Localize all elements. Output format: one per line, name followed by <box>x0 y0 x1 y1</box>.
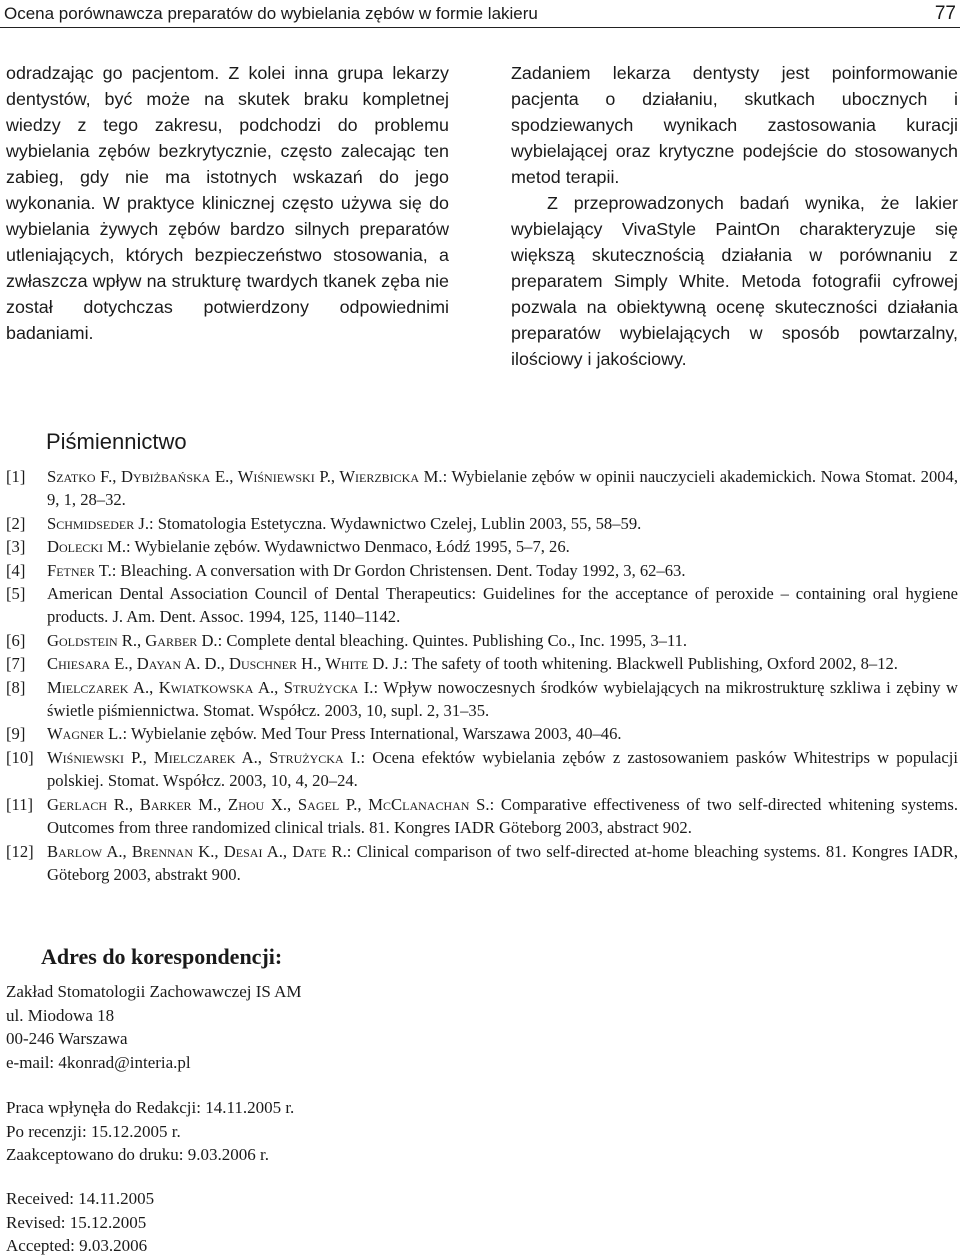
reference-authors: Mielczarek A., Kwiatkowska A., Strużycka I. <box>47 677 374 697</box>
reference-item <box>6 465 958 512</box>
reference-item <box>6 746 958 793</box>
references-heading: Piśmiennictwo <box>46 429 187 454</box>
correspondence-address <box>6 980 606 1074</box>
reference-authors: Goldstein R., Garber D. <box>47 630 218 650</box>
reference-item <box>6 559 958 582</box>
right-paragraph-2: Z przeprowadzonych badań wynika, że lakier wybielający VivaStyle PaintOn charakteryzuje się większą skutecznością działania w porównaniu z preparatem Simply White. Metoda fotografii cyfrowej pozwala na obiektywną ocenę skuteczności działania preparatów wybielających w sposób powtarzalny, ilościowy i jakościowy. <box>511 193 958 369</box>
right-paragraph-1: Zadaniem lekarza dentysty jest poinformowanie pacjenta o działaniu, skutkach ubocznych i spodziewanych wynikach zastosowania kuracji wybielającej oraz krytyczne podejście do stosowanych metod terapii. <box>511 63 958 187</box>
reference-number: [4] <box>6 560 26 580</box>
reference-authors: Wagner L. <box>47 724 123 744</box>
reference-text: : Wybielanie zębów w opinii nauczycieli akademickich. Nowa Stomat. 2004, 9, 1, 28–32. <box>47 467 959 510</box>
accepted-date-en: Accepted: 9.03.2006 <box>6 1236 148 1256</box>
reference-number: [12] <box>6 841 34 861</box>
dates-polish <box>6 1096 606 1167</box>
reference-authors: Gerlach R., Barker M., Zhou X., Sagel P., McClanachan S. <box>47 794 490 814</box>
reference-number: [1] <box>6 467 26 486</box>
reference-number: [9] <box>6 724 26 744</box>
reference-text: : Comparative effectiveness of two self-directed whitening systems. Outcomes from three randomized clinical trials. 81. Kongres IADR Göteborg 2003, abstract 902. <box>47 794 958 838</box>
reference-number: [7] <box>6 654 26 674</box>
revised-date-en: Revised: 15.12.2005 <box>6 1212 147 1232</box>
reference-text: : Bleaching. A conversation with Dr Gordon Christensen. Dent. Today 1992, 3, 62–63. <box>111 560 686 580</box>
reference-number: [5] <box>6 584 26 604</box>
reference-number: [11] <box>6 794 34 814</box>
running-title: Ocena porównawcza preparatów do wybielania zębów w formie lakieru <box>4 4 538 23</box>
reference-text: : Wybielanie zębów. Wydawnictwo Denmaco, Łódź 1995, 5–7, 26. <box>126 537 570 557</box>
reference-item <box>6 652 958 675</box>
accepted-date-pl: Zaakceptowano do druku: 9.03.2006 r. <box>6 1145 269 1165</box>
reference-number: [3] <box>6 537 26 557</box>
dates-english <box>6 1187 606 1258</box>
reference-list <box>6 465 958 886</box>
reference-item <box>6 512 958 535</box>
reference-text: : The safety of tooth whitening. Blackwell Publishing, Oxford 2002, 8–12. <box>403 654 898 674</box>
reference-authors: Wiśniewski P., Mielczarek A., Strużycka I. <box>47 747 361 767</box>
reference-item <box>6 840 958 887</box>
reference-item <box>6 629 958 652</box>
received-date-pl: Praca wpłynęła do Redakcji: 14.11.2005 r. <box>6 1098 295 1117</box>
reference-authors: Szatko F., Dybiżbańska E., Wiśniewski P., Wierzbicka M. <box>47 467 443 486</box>
reference-text: : Wpływ nowoczesnych środków wybielających na mikrostrukturę szkliwa i zębiny w świetle piśmiennictwa. Stomat. Współcz. 2003, 10, supl. 2, 31–35. <box>47 677 958 721</box>
reference-number: [2] <box>6 513 26 533</box>
correspondence-heading: Adres do korespondencji: <box>41 944 283 969</box>
left-column-paragraph: odradzając go pacjentom. Z kolei inna grupa lekarzy dentystów, być może na skutek braku kompletnej wiedzy z tego zakresu, podchodzi do problemu wybielania zębów bezkrytycznie, często zalecając ten zabieg, gdy nie ma istotnych wskazań do jego wykonania. W praktyce klinicznej często używa się do wybielania żywych zębów bardzo silnych preparatów utleniających, których bezpieczeństwo stosowania, a zwłaszcza wpływ na strukturę twardych tkanek zęba nie został dotychczas potwierdzony odpowiednimi badaniami. <box>6 63 449 343</box>
reference-item <box>6 676 958 723</box>
right-column <box>511 60 958 372</box>
page-number: 77 <box>934 3 956 24</box>
running-header <box>0 0 960 28</box>
reference-text: : Stomatologia Estetyczna. Wydawnictwo Czelej, Lublin 2003, 55, 58–59. <box>149 513 642 533</box>
reference-authors: Schmidseder J. <box>47 513 149 533</box>
address-line: Zakład Stomatologii Zachowawczej IS AM <box>6 982 302 1001</box>
reference-item <box>6 793 958 840</box>
reference-authors: Dolecki M. <box>47 537 127 557</box>
revised-date-pl: Po recenzji: 15.12.2005 r. <box>6 1121 181 1141</box>
reference-text: American Dental Association Council of Dental Therapeutics: Guidelines for the acceptance of peroxide – containing oral hygiene products. J. Am. Dent. Assoc. 1994, 125, 1140–1142. <box>47 584 958 627</box>
address-line: ul. Miodowa 18 <box>6 1005 115 1025</box>
reference-text: : Wybielanie zębów. Med Tour Press International, Warszawa 2003, 40–46. <box>122 724 622 744</box>
reference-item <box>6 582 958 629</box>
reference-text: : Clinical comparison of two self-directed at-home bleaching systems. 81. Kongres IADR, Göteborg 2003, abstrakt 900. <box>47 841 958 884</box>
reference-number: [8] <box>6 677 26 697</box>
reference-item <box>6 722 958 745</box>
reference-number: [6] <box>6 630 26 650</box>
email-line: e-mail: 4konrad@interia.pl <box>6 1052 191 1072</box>
reference-number: [10] <box>6 747 34 767</box>
reference-authors: Chiesara E., Dayan A. D., Duschner H., White D. J. <box>47 654 404 674</box>
reference-text: : Complete dental bleaching. Quintes. Publishing Co., Inc. 1995, 3–11. <box>217 630 688 650</box>
reference-authors: Barlow A., Brennan K., Desai A., Date R. <box>47 841 347 861</box>
reference-item <box>6 535 958 558</box>
reference-text: : Ocena efektów wybielania zębów z zastosowaniem pasków Whitestrips w populacji polskiej. Stomat. Współcz. 2003, 10, 4, 20–24. <box>47 747 958 791</box>
reference-authors: Fetner T. <box>47 560 112 580</box>
received-date-en: Received: 14.11.2005 <box>6 1189 155 1208</box>
address-line: 00-246 Warszawa <box>6 1029 128 1049</box>
